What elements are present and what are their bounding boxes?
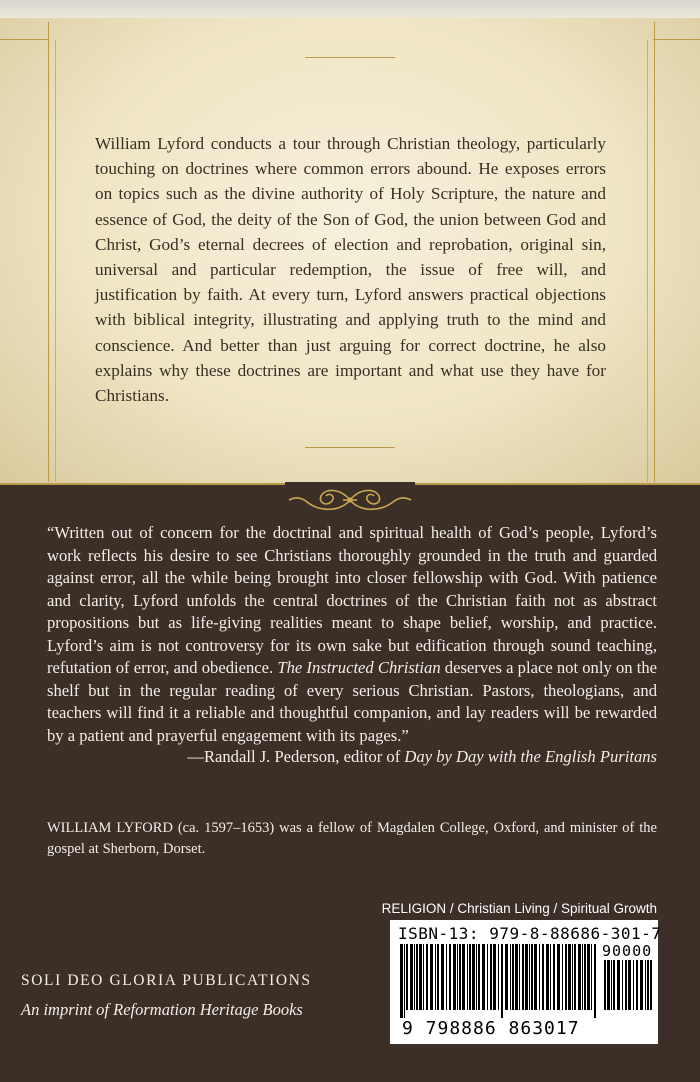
barcode-bar [437, 944, 439, 1010]
barcode-bar [501, 944, 503, 1018]
endorsement-quote [47, 522, 657, 747]
barcode-bar [607, 960, 610, 1010]
publisher-name: SOLI DEO GLORIA PUBLICATIONS [21, 972, 312, 989]
gold-flourish-ornament-icon [285, 482, 415, 518]
top-center-rule [305, 57, 395, 58]
barcode-bar [522, 944, 524, 1010]
barcode-digits: 9 798886 863017 [402, 1018, 580, 1039]
barcode-bar [404, 944, 405, 1018]
endorsement-book-title: The Instructed Christian [277, 658, 441, 677]
barcode-bar [550, 944, 551, 1010]
barcode-bar [416, 944, 418, 1010]
frame-rule-top-left [0, 39, 48, 40]
barcode-bar [519, 944, 520, 1010]
barcode-bar [410, 944, 413, 1010]
isbn-label: ISBN-13: 979-8-88686-301-7 [398, 924, 662, 943]
top-edge-strip [0, 0, 700, 18]
barcode-bar [645, 960, 646, 1010]
barcode-bar [472, 944, 475, 1010]
barcode-bar [512, 944, 514, 1010]
author-bio: WILLIAM LYFORD (ca. 1597–1653) was a fellow of Magdalen College, Oxford, and minister of the gospel at Sherborn, Dorset. [47, 820, 657, 857]
barcode-bar [406, 944, 408, 1010]
barcode-bar [594, 944, 596, 1018]
barcode-bar [572, 944, 573, 1010]
barcode-bar [613, 960, 615, 1010]
price-code: 90000 [602, 942, 653, 960]
barcode-bar [469, 944, 471, 1010]
endorsement-text-2: deserves a place not only on the shelf but in the regular reading of every serious Christian. Pastors, theologians, and teachers will find it a reliable and thoughtful companion, and lay readers will be rewarded by a patient and prayerful engagement with its pages.” [47, 658, 657, 745]
attribution-prefix: —Randall J. Pederson, editor of [187, 747, 405, 766]
barcode-bar [625, 960, 627, 1010]
endorsement-attribution [187, 747, 657, 767]
barcode-bar [423, 944, 424, 1010]
barcode-bar [515, 944, 518, 1010]
barcode-bar [482, 944, 485, 1010]
barcode-bar [493, 944, 496, 1010]
attribution-book-title: Day by Day with the English Puritans [404, 747, 657, 766]
barcode-bar [531, 944, 533, 1010]
barcode-bar [414, 944, 415, 1010]
barcode-bar [553, 944, 555, 1010]
barcode-bar [542, 944, 544, 1010]
barcode-bar [591, 944, 592, 1010]
barcode-bar [574, 944, 576, 1010]
barcode-bar [636, 960, 638, 1010]
barcode-bar [582, 944, 583, 1010]
barcode-bar [650, 960, 652, 1010]
barcode-bar [587, 944, 590, 1010]
barcode-bar [457, 944, 458, 1010]
bisac-category: RELIGION / Christian Living / Spiritual Growth [381, 901, 657, 916]
frame-inner-right-line [647, 40, 648, 482]
publisher-imprint: An imprint of Reformation Heritage Books [21, 1000, 303, 1019]
barcode-bar [640, 960, 643, 1010]
barcode-bar [546, 944, 549, 1010]
barcode-bar [647, 960, 649, 1010]
barcode-bar [400, 944, 403, 1018]
barcode-bar [628, 960, 631, 1010]
barcode-bar [478, 944, 480, 1010]
barcode-bar [498, 944, 499, 1010]
barcode-bar [617, 960, 620, 1010]
frame-inner-left-line [55, 40, 56, 482]
barcode-bar [426, 944, 428, 1010]
barcode-bar [604, 960, 606, 1010]
barcode-bar [505, 944, 508, 1010]
barcode-bar [441, 944, 444, 1010]
barcode-bar [539, 944, 540, 1010]
barcode-bar [435, 944, 436, 1010]
barcode-bar [568, 944, 571, 1010]
barcode-bar [453, 944, 456, 1010]
barcode-bar [446, 944, 447, 1010]
endorsement-text-1: “Written out of concern for the doctrinal and spiritual health of God’s people, Lyford’s work reflects his desire to see Christians thoroughly grounded in the truth and guarded against error, all the while being brought into closer fellowship with God. With patience and clarity, Lyford unfolds the central doctrines of the Christian faith not as abstract propositions but as life-giving realities meant to shape belief, worship, and practice. Lyford’s aim is not controversy for its own sake but edification through sound teaching, refutation of error, and obedience. [47, 523, 657, 677]
barcode-bar [467, 944, 468, 1010]
barcode-bar [529, 944, 530, 1010]
barcode-bar [430, 944, 433, 1010]
barcode-bar [622, 960, 623, 1010]
barcode-bar [534, 944, 537, 1010]
barcode-bar [510, 944, 511, 1010]
barcode-bar [462, 944, 465, 1010]
barcode-bar [476, 944, 477, 1010]
barcode-bar [578, 944, 581, 1010]
barcode-bar [487, 944, 488, 1010]
barcode-bar [449, 944, 451, 1010]
barcode-bar [490, 944, 492, 1010]
barcode-bar [525, 944, 528, 1010]
barcode-bar [419, 944, 422, 1010]
barcode-bar [565, 944, 567, 1010]
barcode-bar [557, 944, 560, 1010]
description-panel [0, 0, 700, 484]
book-description: William Lyford conducts a tour through Christian theology, particularly touching on doctrines where common errors abound. He exposes errors on topics such as the divine authority of Holy Scripture, the nature and essence of God, the deity of the Son of God, the union between God and Christ, God’s eternal decrees of election and reprobation, original sin, universal and particular redemption, the issue of free will, and justification by faith. At every turn, Lyford answers practical objections with biblical integrity, illustrating and applying truth to the mind and conscience. And better than just arguing for correct doctrine, he also explains why these doctrines are important and what use they have for Christians. [95, 134, 606, 406]
barcode-bar [633, 960, 634, 1010]
ean-barcode [398, 944, 598, 1018]
isbn-barcode-block [390, 920, 662, 1044]
barcode-bar [584, 944, 586, 1010]
barcode-bar [459, 944, 461, 1010]
barcode-bar [611, 960, 612, 1010]
bottom-center-rule [305, 447, 395, 448]
frame-rule-top-right [653, 39, 700, 40]
barcode-bar [562, 944, 563, 1010]
price-addon-barcode [602, 960, 652, 1018]
